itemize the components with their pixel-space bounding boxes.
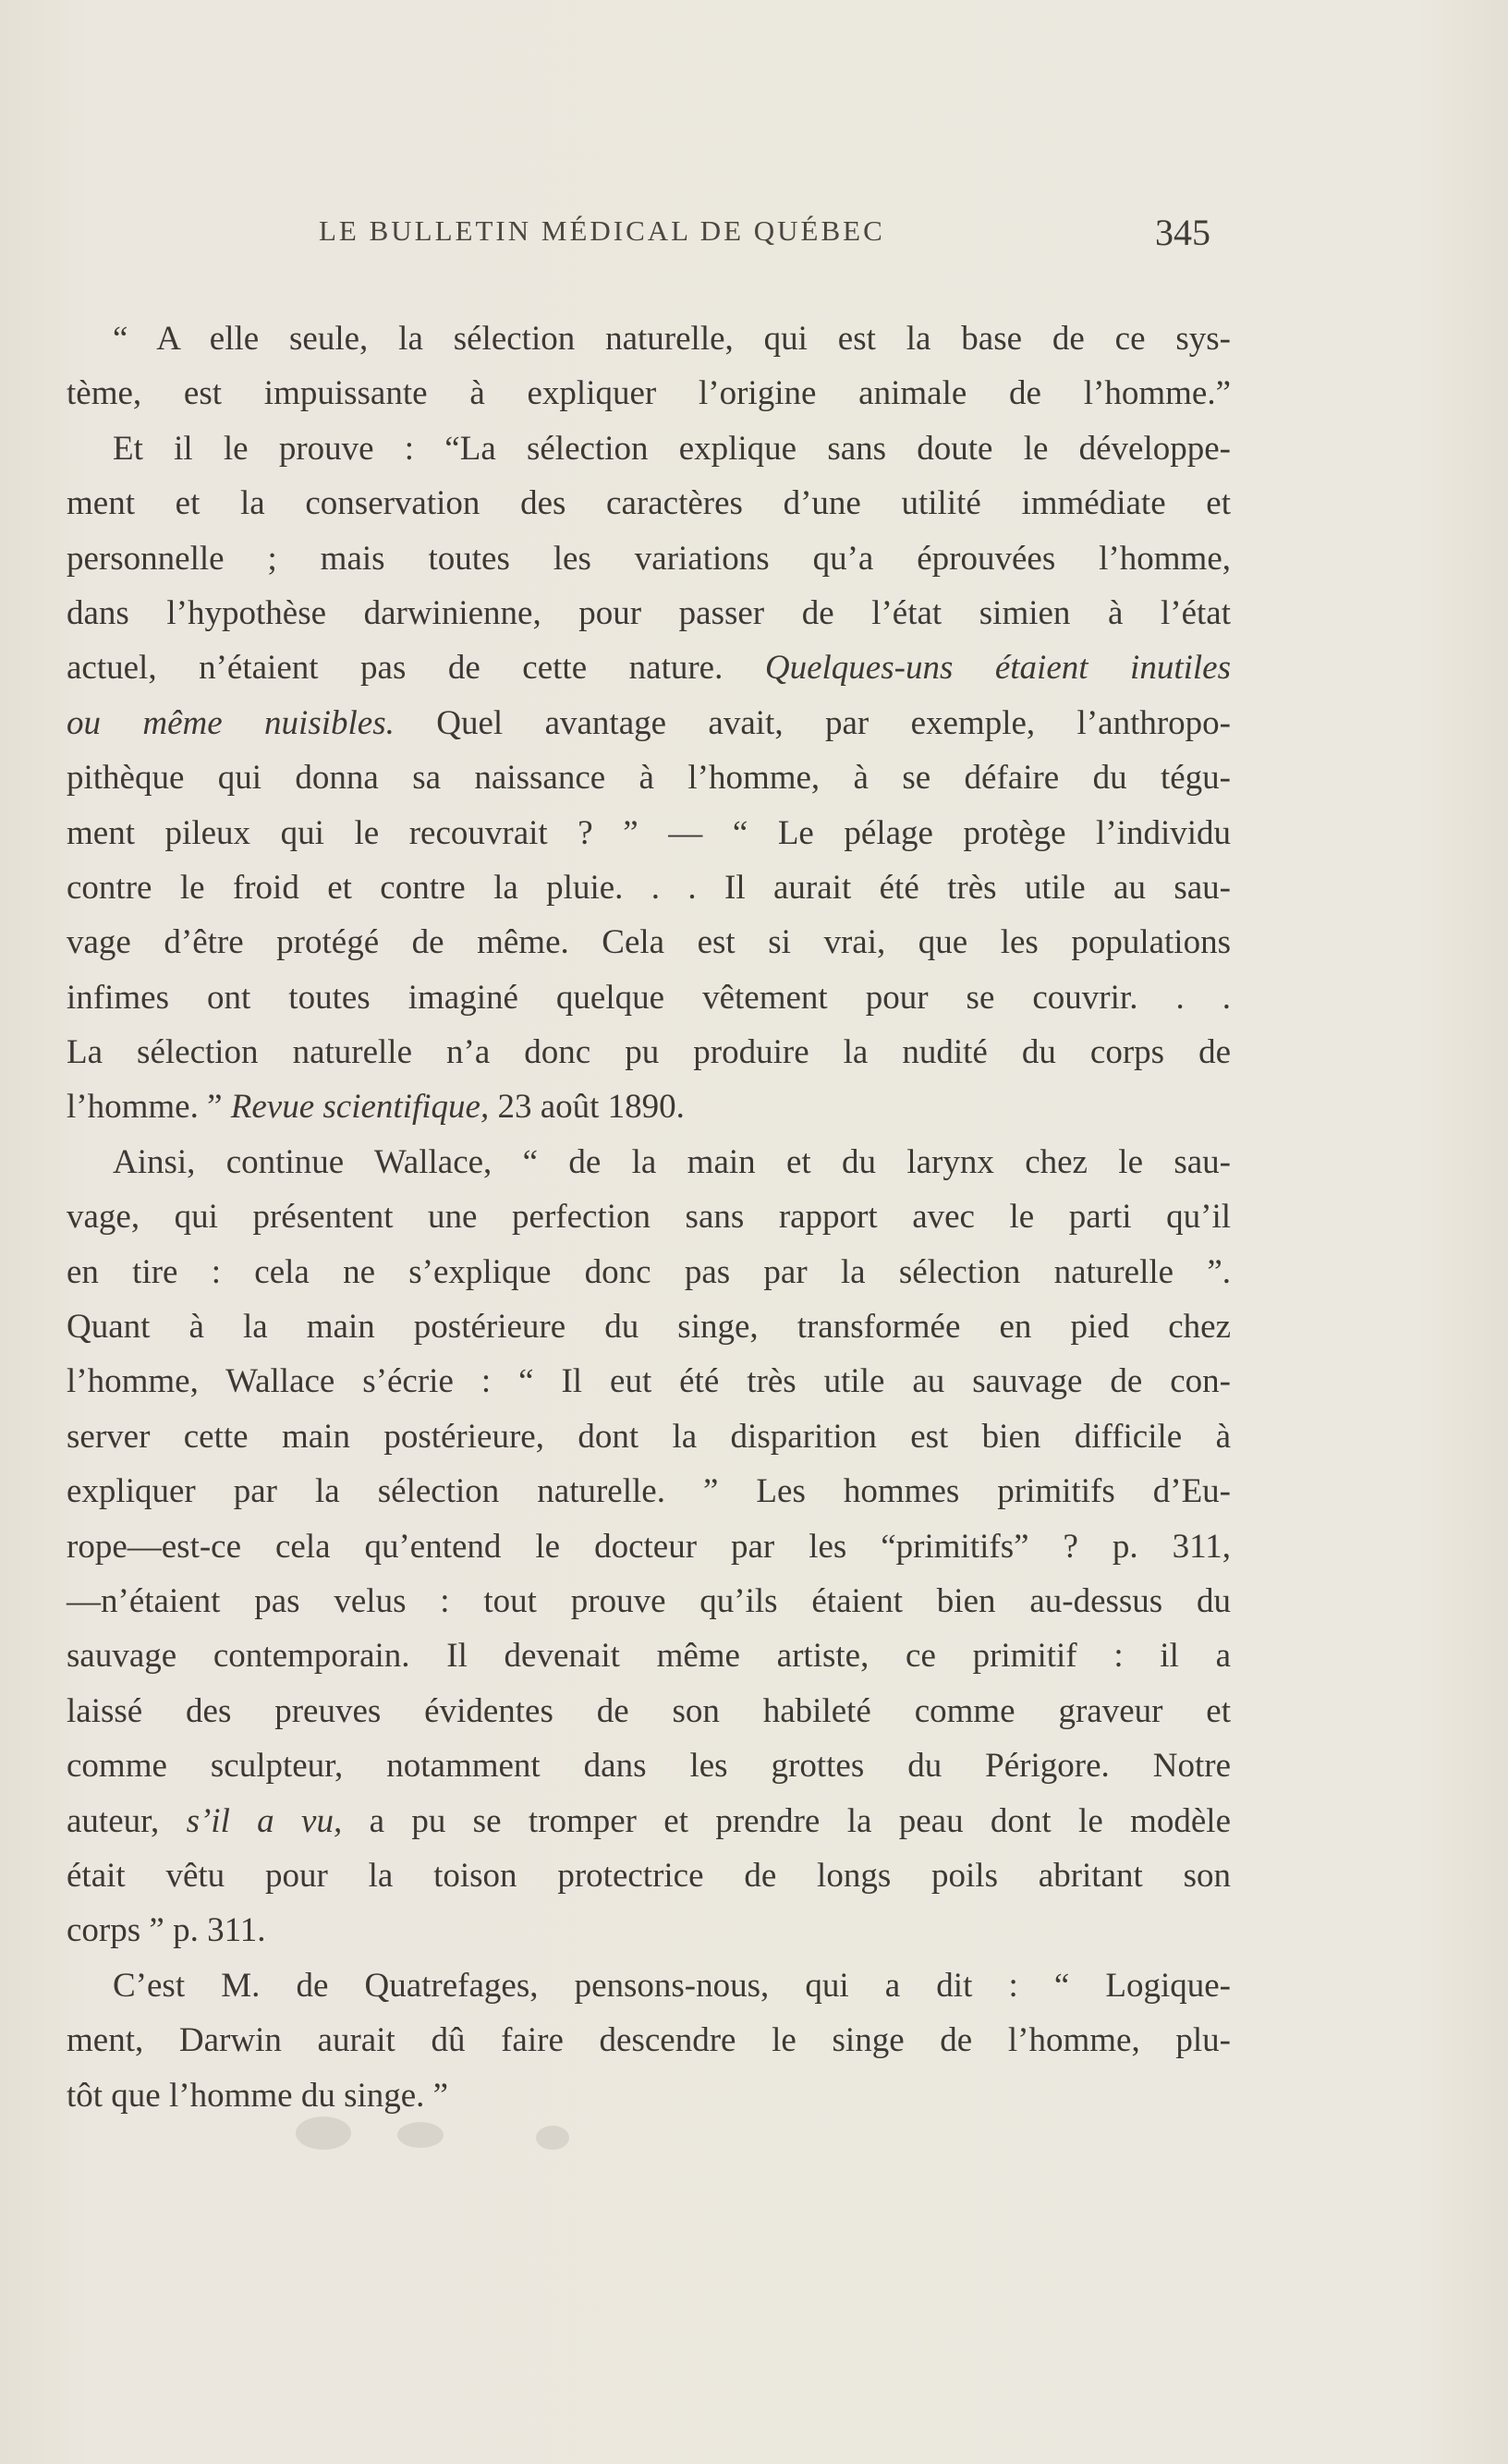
text-line: Quant à la main postérieure du singe, transformée en pied chez [67, 1308, 1231, 1347]
text-line: rope—est-ce cela qu’entend le docteur par les “primitifs” ? p. 311, [67, 1527, 1231, 1566]
text-line: infimes ont toutes imaginé quelque vêtement pour se couvrir. . . [67, 978, 1231, 1017]
italic-segment: s’il a vu, [186, 1801, 343, 1840]
text-line: C’est M. de Quatrefages, pensons-nous, qui a dit : “ Logique- [113, 1966, 1231, 2005]
text-line: dans l’hypothèse darwinienne, pour passer de l’état simien à l’état [67, 593, 1231, 632]
text-line: pithèque qui donna sa naissance à l’homme, à se défaire du tégu- [67, 759, 1231, 798]
text-line: laissé des preuves évidentes de son habileté comme graveur et [67, 1691, 1231, 1730]
text-line: l’homme, Wallace s’écrie : “ Il eut été très utile au sauvage de con- [67, 1362, 1231, 1401]
text-line: ment pileux qui le recouvrait ? ” — “ Le pélage protège l’individu [67, 813, 1231, 852]
text-line [67, 1794, 1231, 1848]
italic-segment: Revue scientifique, [230, 1088, 490, 1127]
text-line: comme sculpteur, notamment dans les grottes du Périgore. Notre [67, 1747, 1231, 1786]
text-line: expliquer par la sélection naturelle. ” Les hommes primitifs d’Eu- [67, 1472, 1231, 1511]
text-line: contre le froid et contre la pluie. . . Il aurait été très utile au sau- [67, 868, 1231, 907]
text-segment: auteur, [67, 1801, 187, 1840]
text-line: corps ” p. 311. [67, 1911, 266, 1950]
text-line: La sélection naturelle n’a donc pu produire la nudité du corps de [67, 1033, 1231, 1072]
text-segment: actuel, n’étaient pas de cette nature. [67, 649, 765, 688]
running-head: LE BULLETIN MÉDICAL DE QUÉBEC [319, 214, 885, 247]
page-number: 345 [1155, 212, 1210, 253]
text-segment: 23 août 1890. [489, 1088, 685, 1127]
text-line: ment et la conservation des caractères d’une utilité immédiate et [67, 484, 1231, 523]
italic-segment: ou même nuisibles. [67, 703, 395, 742]
text-line [67, 640, 1231, 695]
text-segment: Quel avantage avait, par exemple, l’anthropo- [394, 703, 1231, 742]
text-line: “ A elle seule, la sélection naturelle, qui est la base de ce sys- [113, 320, 1231, 358]
text-segment: l’homme. ” [67, 1088, 231, 1127]
text-line: ment, Darwin aurait dû faire descendre le singe de l’homme, plu- [67, 2021, 1231, 2060]
text-line: Ainsi, continue Wallace, “ de la main et du larynx chez le sau- [113, 1142, 1231, 1181]
text-line: en tire : cela ne s’explique donc pas par la sélection naturelle ”. [67, 1252, 1231, 1291]
text-line: vage, qui présentent une perfection sans rapport avec le parti qu’il [67, 1198, 1231, 1237]
text-line: vage d’être protégé de même. Cela est si vrai, que les populations [67, 923, 1231, 962]
text-line [67, 1080, 1231, 1134]
body-text [67, 311, 1231, 2123]
ink-smudge [296, 2116, 351, 2150]
text-line: server cette main postérieure, dont la disparition est bien difficile à [67, 1417, 1231, 1456]
text-line: Et il le prouve : “La sélection explique sans doute le développe- [113, 429, 1231, 468]
ink-smudge [536, 2126, 569, 2150]
text-line: tôt que l’homme du singe. ” [67, 2076, 449, 2115]
text-line: était vêtu pour la toison protectrice de longs poils abritant son [67, 1856, 1231, 1895]
italic-segment: Quelques-uns étaient inutiles [764, 649, 1231, 688]
text-line: tème, est impuissante à expliquer l’origine animale de l’homme.” [67, 374, 1231, 413]
text-line: personnelle ; mais toutes les variations qu’a éprouvées l’homme, [67, 539, 1231, 578]
text-line: sauvage contemporain. Il devenait même artiste, ce primitif : il a [67, 1637, 1231, 1676]
text-segment: a pu se tromper et prendre la peau dont le modèle [342, 1801, 1232, 1840]
text-line: —n’étaient pas velus : tout prouve qu’ils étaient bien au-dessus du [67, 1581, 1231, 1620]
ink-smudge [397, 2122, 444, 2148]
text-line [67, 696, 1231, 750]
